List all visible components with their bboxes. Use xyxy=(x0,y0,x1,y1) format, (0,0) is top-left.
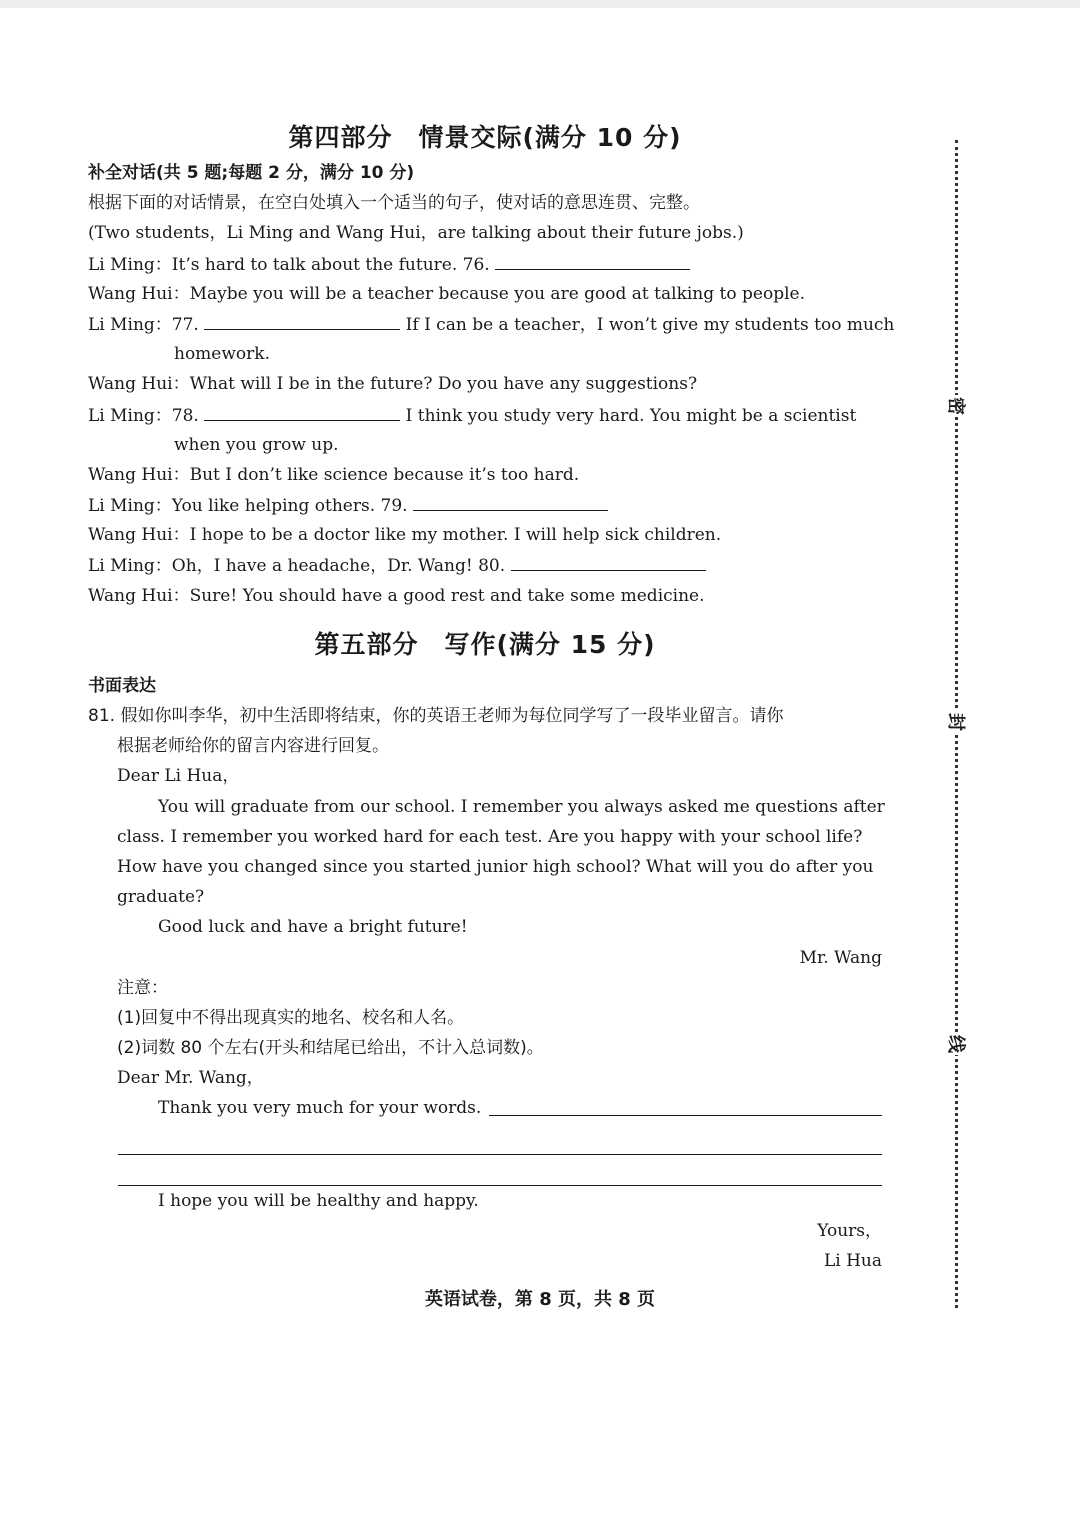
note-1: (1)回复中不得出现真实的地名、校名和人名。 xyxy=(117,1007,465,1028)
dialogue-line-78 xyxy=(88,400,882,430)
teacher-letter-greeting: Dear Li Hua， xyxy=(117,766,240,787)
reply-first-line xyxy=(88,1093,882,1123)
teacher-letter-signature: Mr. Wang xyxy=(799,947,882,968)
binding-char-mi: 密 xyxy=(941,395,969,417)
part4-instruction: 根据下面的对话情景，在空白处填入一个适当的句子，使对话的意思连贯、完整。 xyxy=(88,193,700,214)
reply-name: Li Hua xyxy=(823,1251,882,1272)
answer-blank-78[interactable] xyxy=(204,400,400,421)
dialogue-text: I think you study very hard. You might be a scientist xyxy=(405,405,857,426)
dialogue-line: Wang Hui：Maybe you will be a teacher because you are good at talking to people. xyxy=(88,283,805,304)
part4-title: 第四部分 情景交际(满分 10 分) xyxy=(288,123,682,152)
binding-char-xian: 线 xyxy=(941,1033,969,1055)
dialogue-line-80 xyxy=(88,550,882,580)
top-band xyxy=(0,0,1080,8)
note-2: (2)词数 80 个左右(开头和结尾已给出，不计入总词数)。 xyxy=(117,1038,544,1059)
page-footer: 英语试卷，第 8 页，共 8 页 xyxy=(424,1289,656,1310)
teacher-letter-line: Good luck and have a bright future! xyxy=(158,917,468,938)
question-81-prompt: 81. 假如你叫李华，初中生活即将结束，你的英语王老师为每位同学写了一段毕业留言。请你 xyxy=(88,706,784,726)
dialogue-line-77 xyxy=(88,309,895,339)
teacher-letter-line: graduate? xyxy=(117,887,205,908)
question-81-prompt-cont: 根据老师给你的留言内容进行回复。 xyxy=(117,736,389,757)
dialogue-context: (Two students，Li Ming and Wang Hui，are talking about their future jobs.) xyxy=(88,223,744,244)
writing-blank-2[interactable] xyxy=(118,1124,882,1155)
notes-label: 注意： xyxy=(117,977,168,998)
answer-blank-77[interactable] xyxy=(204,309,400,330)
teacher-letter-text: You will graduate from our school. I remember you always asked me questions after xyxy=(158,796,885,817)
writing-blank-3[interactable] xyxy=(118,1155,882,1186)
teacher-letter-line: class. I remember you worked hard for each test. Are you happy with your school life? xyxy=(117,826,863,847)
dialogue-line: Wang Hui：What will I be in the future? Do you have any suggestions? xyxy=(88,374,698,395)
dialogue-line-76 xyxy=(88,249,882,279)
answer-blank-80[interactable] xyxy=(511,550,706,571)
part5-subtitle: 书面表达 xyxy=(88,675,156,696)
dialogue-text: Li Ming：You like helping others. 79. xyxy=(88,496,408,517)
reply-closing: Yours， xyxy=(817,1221,882,1242)
part4-subtitle: 补全对话(共 5 题;每题 2 分，满分 10 分) xyxy=(88,163,415,183)
dialogue-line: Wang Hui：But I don’t like science because it’s too hard. xyxy=(88,464,580,485)
writing-blank-1[interactable] xyxy=(489,1093,882,1116)
reply-greeting: Dear Mr. Wang， xyxy=(117,1068,264,1089)
dialogue-line-79 xyxy=(88,490,882,520)
answer-blank-76[interactable] xyxy=(495,249,690,270)
binding-char-feng: 封 xyxy=(941,711,969,733)
dialogue-line: Wang Hui：I hope to be a doctor like my mother. I will help sick children. xyxy=(88,525,722,546)
reply-start-text: Thank you very much for your words. xyxy=(158,1098,482,1119)
dialogue-text: Li Ming：It’s hard to talk about the future. 76. xyxy=(88,254,490,275)
exam-page xyxy=(88,118,895,1277)
dialogue-line: Wang Hui：Sure! You should have a good rest and take some medicine. xyxy=(88,585,705,606)
dialogue-continuation: homework. xyxy=(174,344,270,365)
teacher-letter-line xyxy=(88,792,885,822)
dialogue-continuation: when you grow up. xyxy=(174,434,339,455)
dialogue-text: If I can be a teacher，I won’t give my students too much xyxy=(405,314,895,335)
dialogue-text: Li Ming：Oh，I have a headache，Dr. Wang! 80. xyxy=(88,556,506,577)
part5-title: 第五部分 写作(满分 15 分) xyxy=(314,629,656,659)
answer-blank-79[interactable] xyxy=(413,490,608,511)
teacher-letter-line: How have you changed since you started junior high school? What will you do after you xyxy=(117,856,874,877)
dialogue-text: Li Ming：77. xyxy=(88,314,199,335)
dialogue-text: Li Ming：78. xyxy=(88,405,199,426)
reply-end: I hope you will be healthy and happy. xyxy=(158,1191,479,1211)
